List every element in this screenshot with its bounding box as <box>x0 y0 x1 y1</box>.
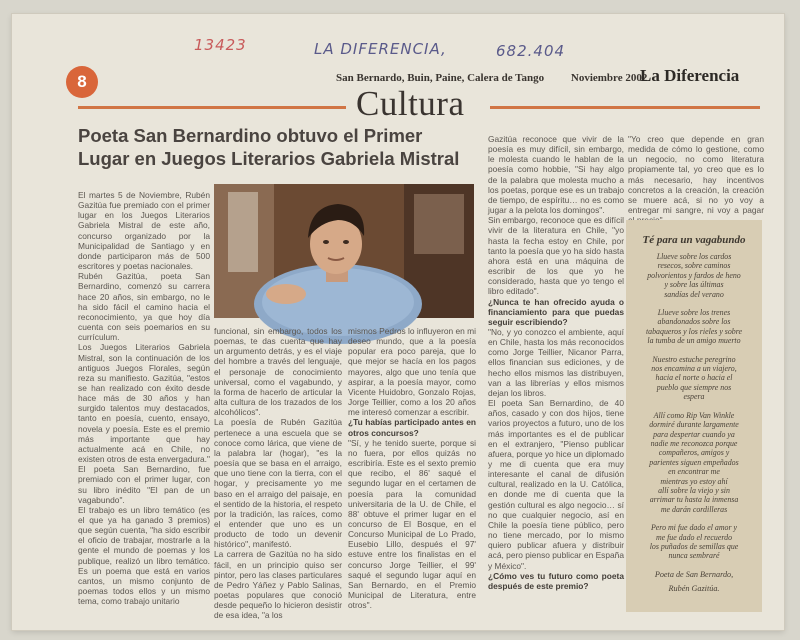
article-column-3 <box>348 326 476 622</box>
poet-photo <box>214 184 474 318</box>
poem-stanza <box>634 523 754 561</box>
poem-line: tabaqueros y los rieles y sobre <box>645 326 743 336</box>
poem-line: Allí como Rip Van Winkle <box>653 410 735 420</box>
poem-line: hacia el norte o hacia el <box>655 373 733 383</box>
poem-stanza <box>634 308 754 346</box>
headline-line-2: Lugar en Juegos Literarios Gabriela Mistral <box>78 148 460 169</box>
poem-sidebar <box>626 220 762 612</box>
poem-line: en encontrar me <box>668 467 720 477</box>
poem-line: pueblo que siempre nos <box>656 382 732 392</box>
paragraph: La poesía de Rubén Gazitúa pertenece a una escuela que se conoce como lárica, que viene de la palabra lar (hogar), "es la poesía que se basa en el arraigo, que uno tiene con la tierra, con el hogar, y precisamente yo me baso en el arraigo del paisaje, en el sentido de la historia, el respeto por la tradición, las raíces, como el entender que uno es un producto de todo un devenir histórico", manifestó. <box>214 417 342 550</box>
poem-line: nos encamina a un viajero, <box>651 364 737 374</box>
poem-line: mientras yo estoy ahí <box>660 476 728 486</box>
paragraph: Los Juegos Literarios Gabriela Mistral, son la continuación de los antiguos Juegos Florales, según reza su manifiesto. Gazitúa, "estos se han realizado con éxito desde hace más de 30 años y han surgido talentos muy destacados, tanto en poesía, cuento, ensayo, novela y poesía. Este es el premio más importante que hay actualmente acá en Chile, no existen otros de esta envergadura." <box>78 342 210 465</box>
article-column-1 <box>78 190 210 622</box>
poem-line: dormiré durante largamente <box>649 420 739 430</box>
headline-line-1: Poeta San Bernardino obtuvo el Primer <box>78 125 423 146</box>
paragraph: El martes 5 de Noviembre, Rubén Gazitúa fue premiado con el primer lugar en los Juegos Literarios Gabriela Mistral de este año, concurso organizado por la Municipalidad de Santiago y en donde participaron más de 500 escritores y poetas nacionales. <box>78 190 210 272</box>
poem-stanza <box>634 355 754 402</box>
poem-line: arrimar tu hasta la inmensa <box>649 495 739 505</box>
poem-line: espera <box>683 392 705 402</box>
paragraph: La carrera de Gazitúa no ha sido fácil, en un principio quiso ser pintor, pero las clases particulares de Pedro Yáñez y Pablo Salinas, poetas populares que conoció desde pequeño lo hicieron desistir de esa idea, "a los <box>214 549 342 621</box>
paragraph: "No, y yo conozco el ambiente, aquí en Chile, hasta los más reconocidos como Jorge Teillier, Nicanor Parra, ellos financian sus ediciones, y de hecho ellos mismos las distribuyen, van a las librerías y ellos mismos dejan los libros. <box>488 326 624 398</box>
page-number-badge: 8 <box>66 66 98 98</box>
article-column-4 <box>488 134 624 622</box>
paragraph: "Yo creo que depende en gran medida de cómo lo gestione, como un negocio, no como literatura propiamente tal, yo creo que es lo más necesario, hay incentivos concretos a la creación, la creación se muere acá, si no yo voy a entregar mi sangre, ni voy a pagar <box>628 134 764 216</box>
poem-stanza <box>634 252 754 299</box>
poem-author-name: Rubén Gazitúa. <box>668 583 720 593</box>
section-rule-right <box>490 106 760 109</box>
poem-line: Pero mi fue dado el amor y <box>650 523 738 533</box>
paragraph: El trabajo es un libro temático (es el que ya ha ganado 3 premios) que según cuenta, "ha sido escribir el oficio de trabajar, mostrarle a la gente el mundo de poemas y los publique, realizó un libro temático. Es un poema que está en varios cantos, un mismo conjunto de poemas todos ellos y un mismo tema, como trabajo unitario <box>78 504 210 607</box>
paragraph: funcional, sin embargo, todos los poemas, te das cuenta que hay un argumento detrás, y es el viaje del hombre a través del lenguaje, el personaje de conocimiento universal, como el vagabundo, y la forma de hacerlo de articular la alta cultura de los trazados de los alcohólicos". <box>214 326 342 418</box>
poem-line: allí sobre la viejo y sin <box>658 485 730 495</box>
poem-line: los puñados de semillas que <box>649 541 739 551</box>
paragraph: El poeta San Bernardino, fue premiado con el primer lugar, con su libro inédito "El pan de un vagabundo". <box>78 464 210 505</box>
publication-name: La Diferencia <box>640 66 740 85</box>
article-headline <box>78 124 478 170</box>
section-rule-left <box>78 106 346 109</box>
paragraph: "Sí, y he tenido suerte, porque si no fuera, por ellos quizás no escribiría. Este es el sexto premio que recibo, el 86' saqué el segundo lugar en el certamen de poesía para la comunidad universitaria de la U. de Chile, el 88' obtuve el primer lugar en el concurso de El Bosque, en el Concurso Municipal de Lo Prado, Eusebio Lillo, después el 97' estuve entre los finalistas en el concurso Jorge Teillier, el 99' saqué el segundo lugar aquí en San Bernardo, en el Premio Municipal de Literatura, entre otros". <box>348 437 476 611</box>
poem-line: abandonados sobre los <box>657 317 731 327</box>
dateline-location: San Bernardo, Buin, Paine, Calera de Tango <box>336 72 545 84</box>
handwritten-publication: LA DIFERENCIA, <box>314 40 447 58</box>
poem-line: polvorientos y fardos de heno <box>647 270 741 280</box>
paragraph: mismos Pedros lo influyeron en mi deseo mundo, que a la poesía popular era poco pareja, que lo que mejor se hacía en los pagos mayores, algo que uno tenía que aspirar, a la poesía mayor, como Vicente Huidobro, Gonzalo Rojas, Jorge Teillier, como a los 20 años me interesó comenzar a escribir. <box>348 326 477 418</box>
article-column-2 <box>214 326 342 622</box>
poem-line: Llueve sobre los trenes <box>657 308 731 318</box>
interview-question: ¿Cómo ves tu futuro como poeta después de este premio? <box>488 570 624 591</box>
poem-line: Nuestro estuche peregrino <box>652 354 736 364</box>
poem-line: me fue dado el recuerdo <box>655 532 733 542</box>
handwritten-code: 682.404 <box>496 42 566 60</box>
poem-title: Té para un vagabundo <box>642 234 746 246</box>
poem-line: y sobre las últimas <box>664 280 724 290</box>
poet-portrait-image <box>214 184 474 318</box>
newspaper-clipping <box>12 14 784 630</box>
paragraph: Rubén Gazitúa, poeta San Bernardino, comenzó su carrera hace 20 años, sin embargo, no le ha sido fácil el camino hacia el reconocimiento, ya que hoy día cuenta con seis poemarios en su currículum. <box>78 271 210 343</box>
poem-line: nadie me reconozca porque <box>650 438 738 448</box>
poem-line: sandías del verano <box>664 289 724 299</box>
paragraph: El poeta San Bernardino, de 40 años, casado y con dos hijos, tiene varios proyectos a futuro, uno de los más importantes es el de publicar en el extranjero, "Pienso publicar afuera, porque yo hice un diplomado y me di cuenta que era muy interesante el canal de difusión cultural, realizado en la U. Católica, en donde me di cuenta que la gestión cultural es algo negocio… sí no que cualquier negocio, así en Chile la poesía tiene público, pero no tiene mercado, por lo mismo quiero publicar afuera y distribuir acá, pero pienso publicar en España y México". <box>488 398 624 571</box>
poem-body <box>626 252 762 594</box>
interview-question: ¿Nunca te han ofrecido ayuda o financiamiento para que puedas seguir escribiendo? <box>488 296 624 327</box>
poem-author-note: Poeta de San Bernardo, <box>654 569 734 579</box>
poem-line: compañeros, amigos y <box>658 448 730 458</box>
paragraph: Sin embargo, reconoce que es difícil vivir de la literatura en Chile, "yo hasta la fecha estoy en Chile, por tanto la poesía que yo ha sido hasta ahora está en una máquina de escribir de los que yo he considerado, hasta que yo tengo el libro editado". <box>488 215 624 297</box>
paragraph: Gazitúa reconoce que vivir de la poesía es muy difícil, sin embargo, le molesta cuando le hablan de la poesía como hobbie, "Si hay algo de la palabra que molesta mucho a los poetas, porque ese es un trabajo de tiempo, de espíritu… no es como jugar a la pelota los domingos". <box>488 134 624 216</box>
handwritten-number: 13423 <box>194 36 247 54</box>
poem-stanza <box>634 411 754 514</box>
article-column-5 <box>628 134 764 218</box>
poem-line: para despertar cuando ya <box>653 429 735 439</box>
dateline <box>336 72 647 84</box>
poem-line: Llueve sobre los cardos <box>656 252 732 261</box>
section-title: Cultura <box>356 84 465 123</box>
poem-line: nunca sembraré <box>668 551 720 561</box>
poem-line: resecos, sobre caminos <box>657 261 731 271</box>
poem-line: parientes siguen empeñados <box>649 457 739 467</box>
poem-line: me darán cordilleras <box>660 504 728 514</box>
interview-question: ¿Tu habías participado antes en otros concursos? <box>348 417 476 438</box>
poem-line: la tumba de un amigo muerto <box>647 336 741 346</box>
dateline-date: Noviembre 2002 <box>570 72 648 84</box>
